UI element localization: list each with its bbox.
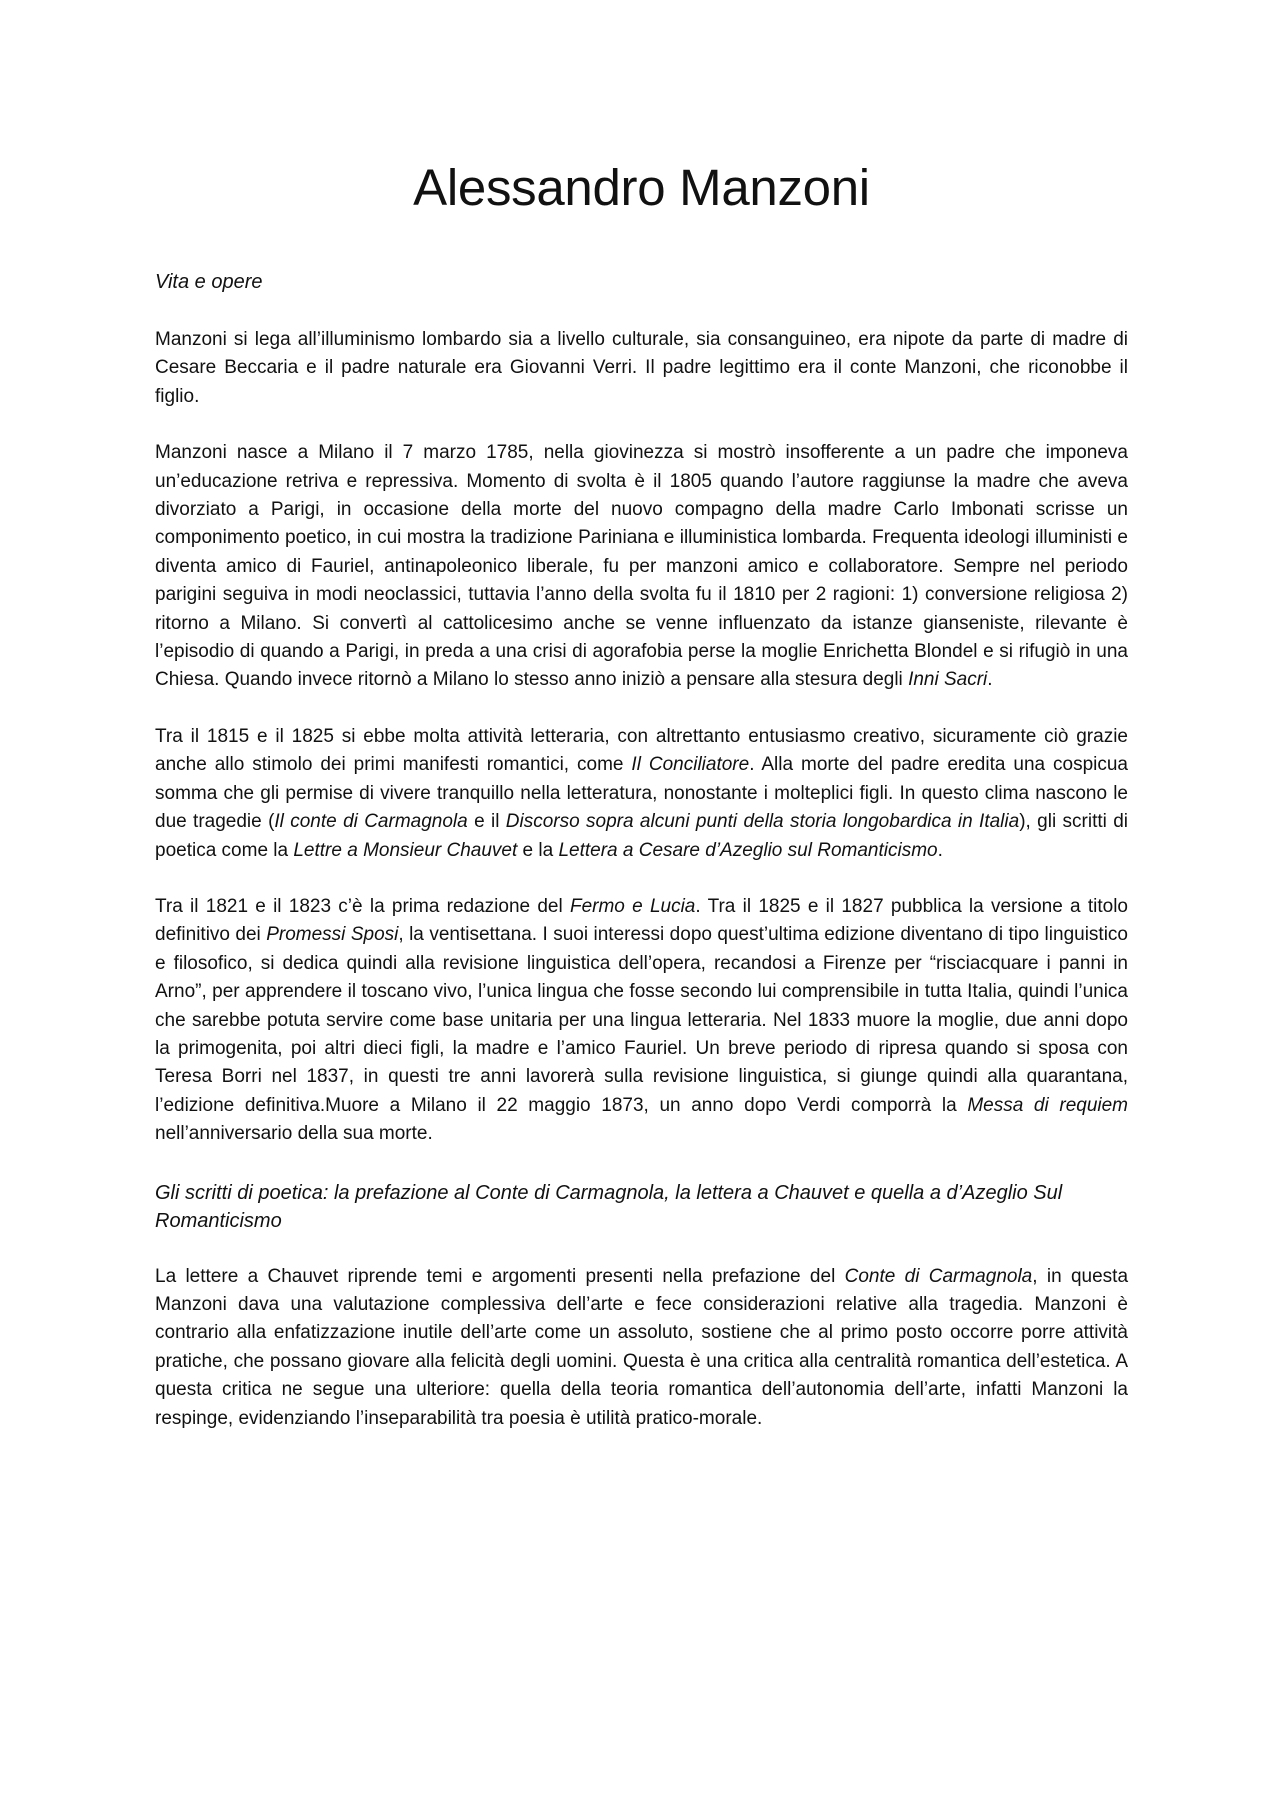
paragraph-text: Manzoni nasce a Milano il 7 marzo 1785, nella giovinezza si mostrò insofferente a un padre che imponeva un’educazione retriva e repressiva. Momento di svolta è il 1805 quando l’autore raggiunse la madre che aveva divorziato a Parigi, in occasione della morte del nuovo compagno della madre Carlo Imbonati scrisse un componimento poetico, in cui mostra la tradizione Pariniana e illuministica lombarda. Frequenta ideologi illuministi e diventa amico di Fauriel, antinapoleonico liberale, fu per manzoni amico e collaboratore. Sempre nel periodo parigini seguiva in modi neoclassici, tuttavia l’anno della svolta fu il 1810 per 2 ragioni: 1) conversione religiosa 2) ritorno a Milano. Si convertì al cattolicesimo anche se venne influenzato da istanze giansenistе, rilevante è l’episodio di quando a Parigi, in preda a una crisi di agorafobia perse la moglie Enrichetta Blondel e si rifugiò in una Chiesa. Quando invece ritornò a Milano lo stesso anno iniziò a pensare alla stesura degli [155, 442, 1128, 691]
work-title-conte-di-carmagnola: Conte di Carmagnola [844, 1265, 1033, 1287]
paragraph-promessi-sposi [155, 893, 1128, 1149]
paragraph-text: . [987, 669, 993, 691]
paragraph-literary-activity [155, 723, 1128, 865]
paragraph-text: Tra il 1815 e il 1825 si ebbe molta attività letteraria, con altrettanto entusiasmo creativo, sicuramente ciò grazie anche allo stimolo dei primi manifesti romantici, come [155, 725, 1128, 776]
document-title: Alessandro Manzoni [413, 159, 870, 216]
work-title-lettre-chauvet: Lettre a Monsieur Chauvet [293, 839, 518, 861]
paragraph-text: Tra il 1821 e il 1823 c’è la prima redazione del [155, 895, 570, 917]
paragraph-youth [155, 439, 1128, 695]
paragraph-origins [155, 326, 1128, 411]
work-title-promessi-sposi: Promessi Sposi [266, 924, 399, 946]
paragraph-text: ), gli scritti di poetica come la [155, 811, 1128, 861]
work-title-conte-di-carmagnola: Il conte di Carmagnola [274, 811, 468, 833]
paragraph-text: e la [517, 839, 559, 861]
paragraph-text: e il [467, 811, 506, 833]
paragraph-text: . Tra il 1825 e il 1827 pubblica la versione a titolo definitivo dei [155, 895, 1128, 946]
paragraph-chauvet-letter [155, 1263, 1128, 1433]
work-title-inni-sacri: Inni Sacri [908, 669, 988, 691]
section-heading-scritti-di-poetica: Gli scritti di poetica: la prefazione al Conte di Carmagnola, la lettera a Chauvet e quella a d’Azeglio Sul Romanticismo [155, 1181, 1063, 1232]
work-title-discorso: Discorso sopra alcuni punti della storia longobardica in Italia [505, 811, 1020, 833]
paragraph-text: , in questa Manzoni dava una valutazione complessiva dell’arte e fece considerazioni relative alla tragedia. Manzoni è contrario alla enfatizzazione inutile dell’arte come un assoluto, sostiene che al primo posto occorre porre attività pratiche, che possano giovare alla felicità degli uomini. Questa è una critica alla centralità romantica dell’estetica. A questa critica ne segue una ulteriore: quella della teoria romantica dell’autonomia dell’arte, infatti Manzoni la respinge, evidenziando l’inseparabilità tra poesia è utilità pratico-morale. [155, 1265, 1129, 1429]
paragraph-text: , la ventisettana. I suoi interessi dopo quest’ultima edizione diventano di tipo linguistico e filosofico, si dedica quindi alla revisione linguistica dell’opera, recandosi a Firenze per “risciacquare i panni in Arno”, per apprendere il toscano vivo, l’unica lingua che fosse secondo lui comprensibile in tutta Italia, quindi l’unica che sarebbe potuta servire come base unitaria per una lingua letteraria. Nel 1833 muore la moglie, due anni dopo la primogenita, poi altri dieci figli, la madre e l’amico Fauriel. Un breve periodo di ripresa quando si sposa con Teresa Borri nel 1837, in questi tre anni lavorerà sulla revisione linguistica, si giunge quindi alla quarantana, l’edizione definitiva.Muore a Milano il 22 maggio 1873, un anno dopo Verdi comporrà la [155, 924, 1128, 1116]
work-title-conciliatore: Il Conciliatore [631, 754, 750, 776]
work-title-lettera-azeglio: Lettera a Cesare d’Azeglio sul Romanticismo [558, 839, 938, 861]
paragraph-text: Manzoni si lega all’illuminismo lombardo sia a livello culturale, sia consanguineo, era nipote da parte di madre di Cesare Beccaria e il padre naturale era Giovanni Verri. Il padre legittimo era il conte Manzoni, che riconobbe il figlio. [155, 329, 1128, 407]
paragraph-text: . [937, 839, 943, 861]
paragraph-text: nell’anniversario della sua morte. [155, 1123, 433, 1145]
paragraph-text: . Alla morte del padre eredita una cospicua somma che gli permise di vivere tranquillo nella letteratura, nonostante i molteplici figli. In questo clima nascono le due tragedie ( [155, 754, 1129, 833]
section-heading-vita-e-opere: Vita e opere [155, 271, 263, 293]
work-title-fermo-e-lucia: Fermo e Lucia [569, 895, 696, 917]
paragraph-text: La lettere a Chauvet riprende temi e argomenti presenti nella prefazione del [155, 1265, 845, 1287]
work-title-messa-di-requiem: Messa di requiem [967, 1094, 1129, 1116]
